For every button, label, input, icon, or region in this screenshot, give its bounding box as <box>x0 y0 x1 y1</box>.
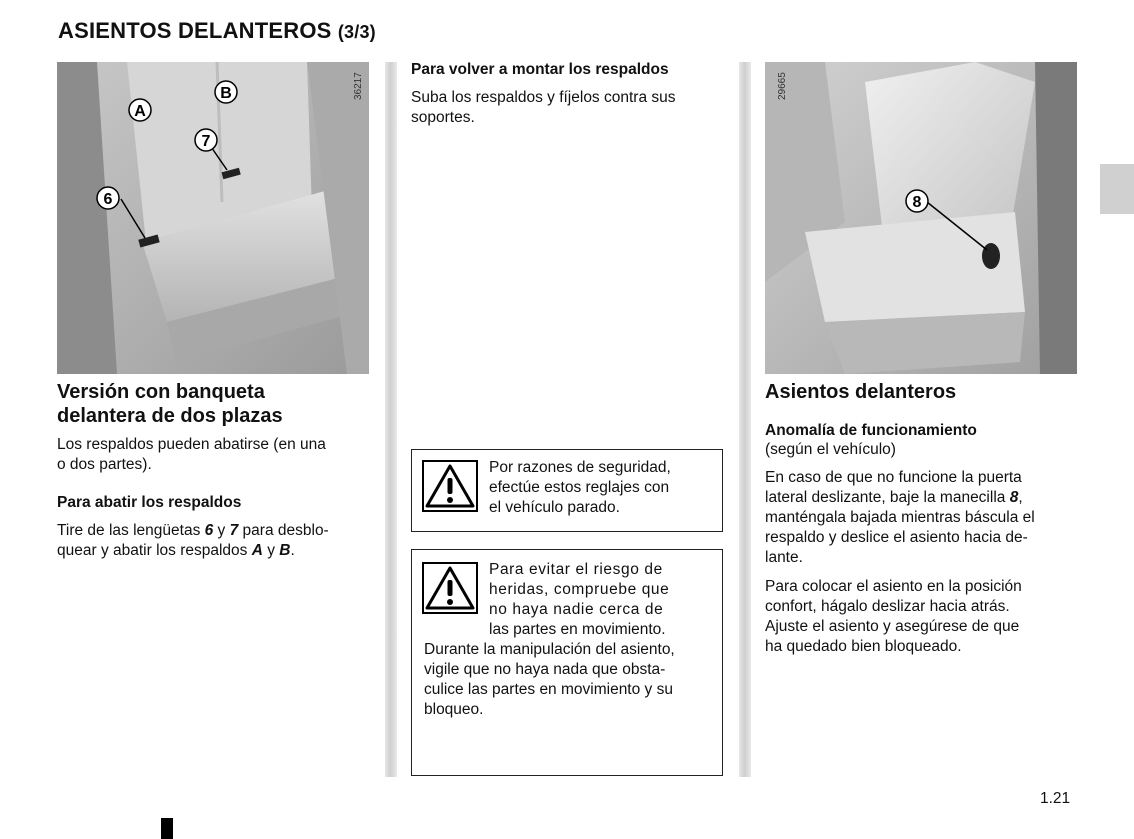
warning-text-safety <box>489 458 710 518</box>
text-line: bloqueo. <box>424 701 484 718</box>
text-line: Para colocar el asiento en la posición <box>765 578 1022 595</box>
text-line <box>57 541 369 561</box>
malfunction-note: (según el vehículo) <box>765 441 896 458</box>
subheading-remount-backrests: Para volver a montar los respaldos <box>411 61 669 78</box>
text-line: Suba los respaldos y fíjelos contra sus <box>411 89 676 106</box>
text-line: Ajuste el asiento y asegúrese de que <box>765 618 1020 635</box>
svg-text:8: 8 <box>912 194 922 211</box>
text-line: Durante la manipulación del asiento, <box>424 641 675 658</box>
text-line: efectúe estos reglajes con <box>489 479 670 496</box>
page-title-part: (3/3) <box>337 22 376 42</box>
warning-text-injury-body <box>424 640 712 720</box>
heading-line: delantera de dos plazas <box>57 405 283 427</box>
callout-6 <box>97 187 119 209</box>
callout-A <box>129 99 151 121</box>
subheading-fold-backrests: Para abatir los respaldos <box>57 494 242 511</box>
page-title <box>58 18 376 44</box>
column-divider <box>739 62 751 777</box>
ref-A: A <box>251 542 263 559</box>
text-line: Los respaldos pueden abatirse (en una <box>57 436 326 453</box>
text-line: heridas, compruebe que <box>489 581 670 598</box>
text-line: manténgala bajada mientras báscula el <box>765 509 1035 526</box>
subheading-malfunction: Anomalía de funcionamiento <box>765 422 977 439</box>
section-heading-front-seats: Asientos delanteros <box>765 381 957 403</box>
text-line <box>765 488 1077 508</box>
front-seat-callouts <box>765 62 1077 374</box>
print-marker <box>161 818 173 839</box>
remount-text <box>411 88 723 128</box>
text-line: o dos partes). <box>57 456 152 473</box>
text-line: culice las partes en movimiento y su <box>424 681 673 698</box>
fold-instructions <box>57 521 369 561</box>
malfunction-text <box>765 468 1077 568</box>
text-run: . <box>290 542 295 559</box>
text-line <box>57 521 369 541</box>
text-run: lateral deslizante, baje la manecilla <box>765 489 1010 506</box>
bench-intro <box>57 435 369 475</box>
text-line: respaldo y deslice el asiento hacia de- <box>765 529 1028 546</box>
text-line: el vehículo parado. <box>489 499 620 516</box>
text-line: ha quedado bien bloqueado. <box>765 638 962 655</box>
text-run: y <box>213 522 230 539</box>
text-line: En caso de que no funcione la puerta <box>765 469 1022 486</box>
section-heading-bench <box>57 380 283 428</box>
text-line: las partes en movimiento. <box>489 621 666 638</box>
text-line: lante. <box>765 549 803 566</box>
text-line: vigile que no haya nada que obsta- <box>424 661 666 678</box>
text-run: quear y abatir los respaldos <box>57 542 252 559</box>
ref-8: 8 <box>1009 489 1019 506</box>
heading-line: Versión con banqueta <box>57 381 265 403</box>
figure-ref-number: 36217 <box>353 72 364 100</box>
column-divider <box>385 62 397 777</box>
text-line: Para evitar el riesgo de <box>489 561 663 578</box>
ref-B: B <box>279 542 291 559</box>
warning-box-injury <box>411 549 723 776</box>
warning-box-safety <box>411 449 723 532</box>
svg-text:7: 7 <box>201 133 211 150</box>
text-run: , <box>1018 489 1023 506</box>
callout-7 <box>195 129 217 151</box>
warning-text-injury-head <box>489 560 710 640</box>
text-line: soportes. <box>411 109 475 126</box>
comfort-text <box>765 577 1077 657</box>
svg-text:6: 6 <box>103 191 113 208</box>
page-number: 1.21 <box>1040 790 1071 807</box>
text-run: para desblo- <box>238 522 329 539</box>
figure-ref-number: 29665 <box>777 72 788 100</box>
text-line: no haya nadie cerca de <box>489 601 664 618</box>
text-run: Tire de las lengüetas <box>57 522 205 539</box>
warning-triangle-icon <box>422 460 478 512</box>
svg-text:B: B <box>220 85 232 102</box>
svg-text:A: A <box>134 103 146 120</box>
text-run: y <box>262 542 280 559</box>
ref-7: 7 <box>229 522 239 539</box>
ref-6: 6 <box>204 522 214 539</box>
text-line: Por razones de seguridad, <box>489 459 671 476</box>
callout-B <box>215 81 237 103</box>
bench-seat-callouts <box>57 62 369 374</box>
text-line: confort, hágalo deslizar hacia atrás. <box>765 598 1010 615</box>
callout-8 <box>906 190 928 212</box>
chapter-tab <box>1100 164 1134 214</box>
warning-triangle-icon <box>422 562 478 614</box>
page-title-text: ASIENTOS DELANTEROS <box>58 18 332 43</box>
